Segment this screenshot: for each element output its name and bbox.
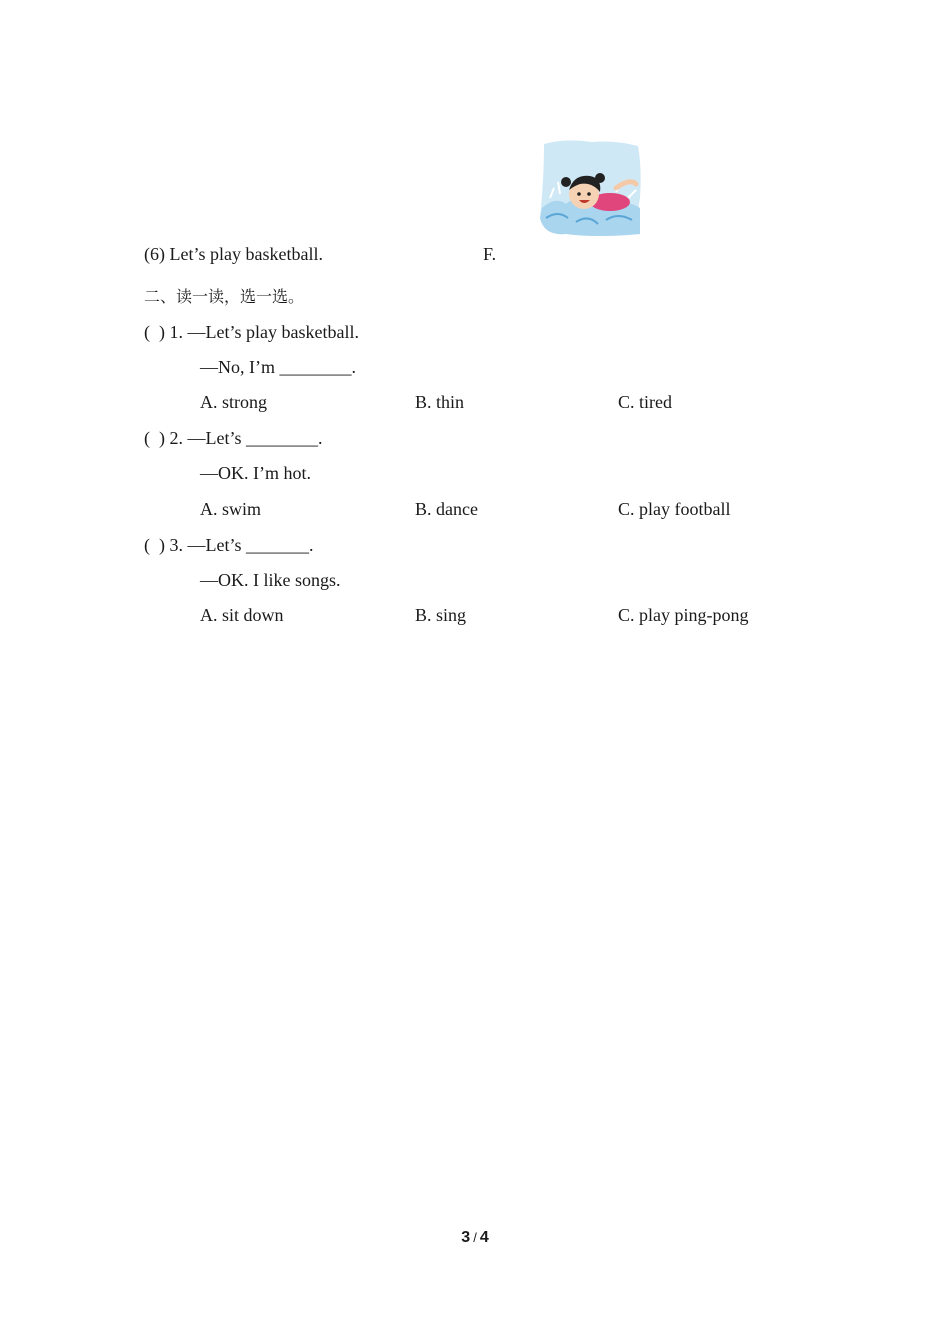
question-1-option-a: A. strong (200, 392, 267, 412)
item-6-text: (6) Let’s play basketball. (144, 244, 323, 264)
total-pages: 4 (479, 1229, 489, 1246)
question-2-reply: —OK. I’m hot. (200, 463, 311, 483)
question-3-option-c: C. play ping-pong (618, 605, 749, 625)
question-3-option-a: A. sit down (200, 605, 284, 625)
question-1-prompt: ( ) 1. —Let’s play basketball. (144, 322, 359, 342)
swimming-girl-illustration (536, 138, 646, 238)
question-1-option-c: C. tired (618, 392, 672, 412)
question-1-reply: —No, I’m ________. (200, 357, 356, 377)
question-2-option-b: B. dance (415, 499, 478, 519)
question-3-option-b: B. sing (415, 605, 467, 625)
section-2-heading: 二、读一读，选一选。 (144, 287, 305, 306)
question-2-option-a: A. swim (200, 499, 262, 519)
question-3-prompt: ( ) 3. —Let’s _______. (144, 535, 314, 555)
question-2-option-c: C. play football (618, 499, 731, 519)
current-page: 3 (461, 1229, 471, 1246)
page-separator: / (473, 1230, 477, 1245)
item-6-option-letter: F. (483, 244, 497, 264)
question-3-reply: —OK. I like songs. (200, 570, 341, 590)
question-1-option-b: B. thin (415, 392, 465, 412)
page-number (0, 1229, 950, 1247)
question-2-prompt: ( ) 2. —Let’s ________. (144, 428, 323, 448)
